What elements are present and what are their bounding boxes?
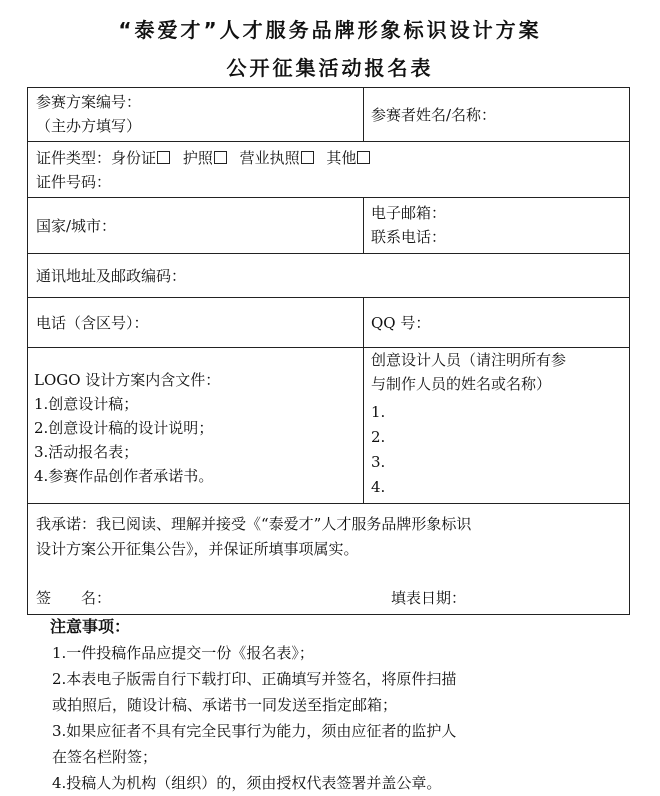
- phone-label: 电话（含区号）：: [36, 314, 149, 332]
- file-item: 4.参赛作品创作者承诺书。: [34, 467, 214, 485]
- entrant-name-label: 参赛者姓名/名称：: [371, 106, 497, 124]
- form-title-line2: 公开征集活动报名表: [226, 56, 434, 80]
- row-country-contact: [28, 198, 629, 254]
- designer-slot: 2.: [371, 428, 386, 446]
- files-title: LOGO 设计方案内含文件：: [34, 371, 221, 389]
- form-title-line1: “泰爱才”人才服务品牌形象标识设计方案: [118, 18, 542, 42]
- notes-heading: 注意事项：: [50, 617, 131, 636]
- note-line: 2.本表电子版需自行下载打印、正确填写并签名，将原件扫描: [52, 670, 457, 688]
- designer-slot: 1.: [371, 403, 386, 421]
- note-line: 1.一件投稿作品应提交一份《报名表》；: [52, 644, 314, 662]
- id-number-label: 证件号码：: [36, 173, 112, 191]
- passport-checkbox[interactable]: [214, 151, 227, 164]
- email-label: 电子邮箱：: [371, 204, 447, 222]
- fill-date-label: 填表日期：: [391, 589, 467, 607]
- id-type-option: 身份证: [111, 149, 157, 167]
- file-item: 2.创意设计稿的设计说明；: [34, 419, 214, 437]
- note-line: 4.投稿人为机构（组织）的，须由授权代表签署并盖公章。: [52, 774, 442, 792]
- country-city-label: 国家/城市：: [36, 217, 117, 235]
- designer-slot: 4.: [371, 478, 386, 496]
- row-pledge: [28, 504, 629, 614]
- pledge-line1: 我承诺：我已阅读、理解并接受《“泰爱才”人才服务品牌形象标识: [36, 515, 472, 533]
- row-id: [28, 142, 629, 198]
- file-item: 3.活动报名表；: [34, 443, 139, 461]
- address-label: 通讯地址及邮政编码：: [36, 267, 187, 285]
- row-address: [28, 254, 629, 298]
- id-type-label: 证件类型：: [36, 149, 112, 167]
- scheme-number-note: （主办方填写）: [36, 117, 142, 135]
- id-type-line: [36, 146, 370, 170]
- registration-form-table: [27, 87, 630, 615]
- file-item: 1.创意设计稿；: [34, 395, 139, 413]
- id-type-option: 营业执照: [239, 149, 300, 167]
- contact-phone-label: 联系电话：: [371, 228, 447, 246]
- note-line: 3.如果应征者不具有完全民事行为能力，须由应征者的监护人: [52, 722, 457, 740]
- signature-label: 签 名：: [36, 589, 112, 607]
- pledge-line2: 设计方案公开征集公告》，并保证所填事项属实。: [36, 540, 359, 558]
- business-license-checkbox[interactable]: [301, 151, 314, 164]
- scheme-number-label: 参赛方案编号：: [36, 93, 142, 111]
- id-type-option: 护照: [182, 149, 213, 167]
- row-phone-qq: [28, 298, 629, 348]
- row-files-designers: [28, 348, 629, 504]
- notes-section: [52, 614, 622, 796]
- qq-label: QQ 号：: [371, 314, 431, 332]
- designer-slot: 3.: [371, 453, 386, 471]
- other-checkbox[interactable]: [357, 151, 370, 164]
- id-card-checkbox[interactable]: [157, 151, 170, 164]
- row-scheme-entrant: [28, 88, 629, 142]
- note-line: 或拍照后，随设计稿、承诺书一同发送至指定邮箱；: [52, 696, 398, 714]
- note-line: 在签名栏附签；: [52, 748, 158, 766]
- designers-title-line1: 创意设计人员（请注明所有参: [371, 351, 567, 369]
- designers-title-line2: 与制作人员的姓名或名称）: [371, 375, 552, 393]
- id-type-option: 其他: [326, 149, 357, 167]
